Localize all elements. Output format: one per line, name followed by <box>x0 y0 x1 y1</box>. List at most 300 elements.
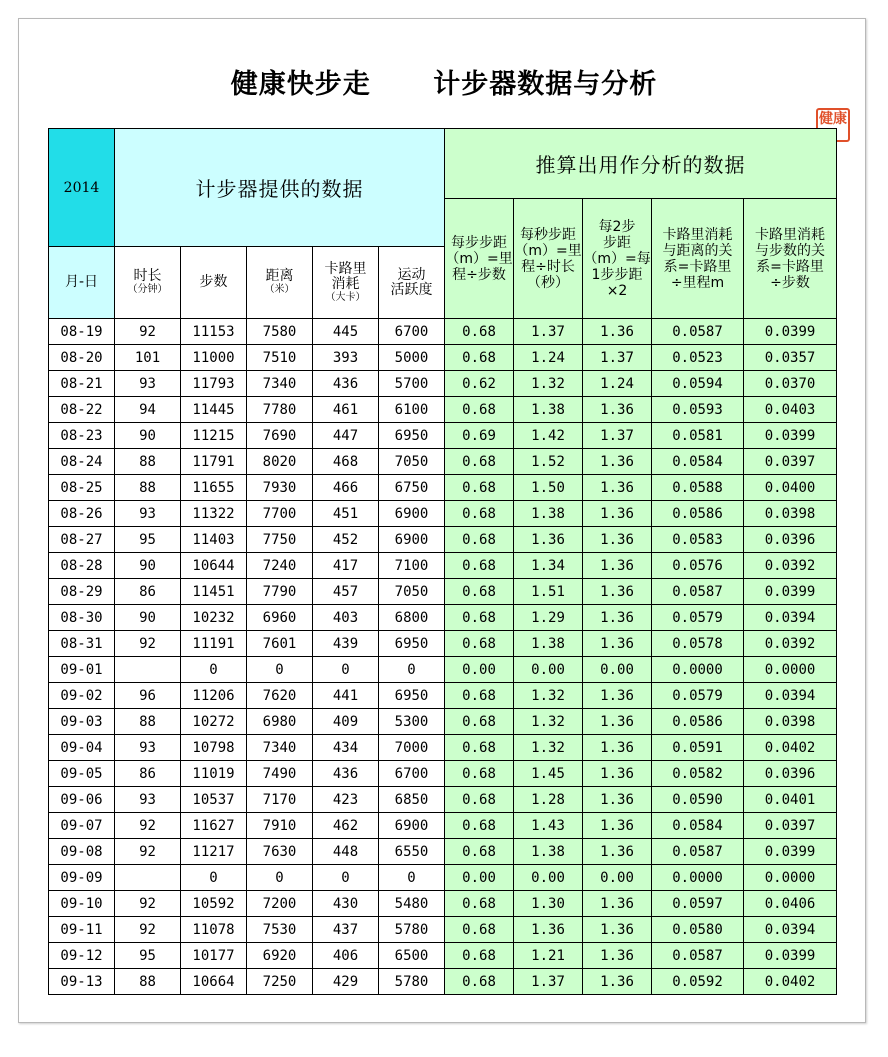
cell-calories: 423 <box>313 787 379 813</box>
cell-activity: 0 <box>379 865 445 891</box>
cell-calories-per-meter: 0.0581 <box>652 423 744 449</box>
cell-step-length: 0.68 <box>445 475 514 501</box>
cell-distance: 7790 <box>247 579 313 605</box>
calories-steps-line-3: 系=卡路里 <box>756 258 824 275</box>
cell-calories: 403 <box>313 605 379 631</box>
cell-distance: 7630 <box>247 839 313 865</box>
cell-steps: 11153 <box>181 319 247 345</box>
cell-calories: 417 <box>313 553 379 579</box>
cell-calories-per-meter: 0.0597 <box>652 891 744 917</box>
cell-date: 09-09 <box>49 865 115 891</box>
cell-calories-per-meter: 0.0586 <box>652 501 744 527</box>
cell-two-step-length: 1.36 <box>583 917 652 943</box>
two-step-line-4: 1步步距 <box>591 266 643 283</box>
cell-date: 09-12 <box>49 943 115 969</box>
cell-distance-per-second: 1.52 <box>514 449 583 475</box>
cell-activity: 6950 <box>379 683 445 709</box>
cell-date: 09-13 <box>49 969 115 995</box>
cell-distance: 7250 <box>247 969 313 995</box>
cell-two-step-length: 1.36 <box>583 891 652 917</box>
cell-date: 08-28 <box>49 553 115 579</box>
cell-steps: 11451 <box>181 579 247 605</box>
cell-date: 09-01 <box>49 657 115 683</box>
cell-step-length: 0.68 <box>445 345 514 371</box>
cell-distance-per-second: 1.36 <box>514 917 583 943</box>
cell-calories-per-step: 0.0399 <box>744 423 837 449</box>
cell-distance-per-second: 1.50 <box>514 475 583 501</box>
table-row <box>49 501 837 527</box>
cell-calories: 436 <box>313 371 379 397</box>
cell-activity: 6950 <box>379 631 445 657</box>
cell-activity: 6500 <box>379 943 445 969</box>
cell-calories-per-step: 0.0392 <box>744 553 837 579</box>
calories-steps-line-1: 卡路里消耗 <box>755 226 826 243</box>
table-row <box>49 345 837 371</box>
cell-distance-per-second: 1.38 <box>514 501 583 527</box>
cell-step-length: 0.68 <box>445 813 514 839</box>
cell-distance-per-second: 1.30 <box>514 891 583 917</box>
pedometer-table <box>48 128 837 995</box>
cell-calories-per-meter: 0.0586 <box>652 709 744 735</box>
cell-calories-per-meter: 0.0576 <box>652 553 744 579</box>
provided-data-header: 计步器提供的数据 <box>115 129 445 247</box>
seal-stamp: 健康 <box>816 108 850 142</box>
cell-steps: 11322 <box>181 501 247 527</box>
cell-calories-per-step: 0.0400 <box>744 475 837 501</box>
cell-date: 09-07 <box>49 813 115 839</box>
cell-duration: 96 <box>115 683 181 709</box>
cell-distance-per-second: 1.45 <box>514 761 583 787</box>
cell-two-step-length: 1.36 <box>583 839 652 865</box>
cell-duration: 92 <box>115 917 181 943</box>
cell-distance: 7530 <box>247 917 313 943</box>
cell-distance-per-second: 1.38 <box>514 631 583 657</box>
cell-distance-per-second: 1.51 <box>514 579 583 605</box>
cell-calories-per-step: 0.0396 <box>744 761 837 787</box>
cell-date: 09-02 <box>49 683 115 709</box>
cell-activity: 7050 <box>379 579 445 605</box>
table-row <box>49 683 837 709</box>
cell-two-step-length: 1.24 <box>583 371 652 397</box>
cell-calories: 437 <box>313 917 379 943</box>
cell-distance: 7700 <box>247 501 313 527</box>
cell-distance: 7910 <box>247 813 313 839</box>
cell-two-step-length: 1.36 <box>583 943 652 969</box>
cell-duration: 86 <box>115 761 181 787</box>
cell-duration: 92 <box>115 319 181 345</box>
cell-calories: 0 <box>313 865 379 891</box>
cell-distance: 7780 <box>247 397 313 423</box>
cell-date: 09-10 <box>49 891 115 917</box>
cell-calories-per-step: 0.0357 <box>744 345 837 371</box>
cell-calories: 441 <box>313 683 379 709</box>
cell-duration: 93 <box>115 787 181 813</box>
cell-calories: 393 <box>313 345 379 371</box>
cell-step-length: 0.68 <box>445 319 514 345</box>
cell-step-length: 0.68 <box>445 917 514 943</box>
cell-calories: 451 <box>313 501 379 527</box>
cell-activity: 7100 <box>379 553 445 579</box>
cell-distance: 7340 <box>247 735 313 761</box>
cell-distance-per-second: 1.38 <box>514 839 583 865</box>
calories-label-2: 消耗 <box>331 275 360 292</box>
cell-calories: 445 <box>313 319 379 345</box>
cell-activity: 5780 <box>379 917 445 943</box>
cell-step-length: 0.62 <box>445 371 514 397</box>
cell-calories: 447 <box>313 423 379 449</box>
cell-calories-per-meter: 0.0584 <box>652 813 744 839</box>
cell-steps: 11191 <box>181 631 247 657</box>
cell-distance: 7580 <box>247 319 313 345</box>
cell-duration <box>115 865 181 891</box>
two-step-line-1: 每2步 <box>598 218 636 235</box>
cell-date: 09-08 <box>49 839 115 865</box>
cell-calories: 466 <box>313 475 379 501</box>
cell-calories-per-step: 0.0394 <box>744 605 837 631</box>
cell-duration: 93 <box>115 501 181 527</box>
cell-distance: 7510 <box>247 345 313 371</box>
cell-activity: 5300 <box>379 709 445 735</box>
cell-two-step-length: 1.36 <box>583 709 652 735</box>
cell-activity: 6100 <box>379 397 445 423</box>
steps-header: 步数 <box>181 247 247 319</box>
cell-activity: 6800 <box>379 605 445 631</box>
cell-distance-per-second: 1.36 <box>514 527 583 553</box>
cell-date: 09-03 <box>49 709 115 735</box>
cell-distance-per-second: 1.29 <box>514 605 583 631</box>
cell-calories-per-meter: 0.0594 <box>652 371 744 397</box>
cell-calories-per-step: 0.0399 <box>744 839 837 865</box>
cell-date: 08-29 <box>49 579 115 605</box>
cell-steps: 11445 <box>181 397 247 423</box>
cell-distance-per-second: 1.38 <box>514 397 583 423</box>
table-row <box>49 943 837 969</box>
cell-distance-per-second: 0.00 <box>514 865 583 891</box>
cell-distance: 7620 <box>247 683 313 709</box>
cell-calories-per-step: 0.0399 <box>744 319 837 345</box>
cell-calories: 448 <box>313 839 379 865</box>
cell-distance-per-second: 1.24 <box>514 345 583 371</box>
cell-two-step-length: 1.36 <box>583 501 652 527</box>
cell-calories-per-meter: 0.0584 <box>652 449 744 475</box>
cell-two-step-length: 1.36 <box>583 475 652 501</box>
cell-date: 09-06 <box>49 787 115 813</box>
cell-calories-per-meter: 0.0523 <box>652 345 744 371</box>
step-length-line-2: （m）=里 <box>445 250 513 267</box>
cell-steps: 11655 <box>181 475 247 501</box>
cell-calories-per-meter: 0.0579 <box>652 605 744 631</box>
cell-two-step-length: 1.37 <box>583 423 652 449</box>
cell-calories-per-meter: 0.0000 <box>652 657 744 683</box>
cell-calories-per-meter: 0.0590 <box>652 787 744 813</box>
cell-calories-per-meter: 0.0593 <box>652 397 744 423</box>
cell-calories-per-step: 0.0402 <box>744 969 837 995</box>
cell-step-length: 0.68 <box>445 605 514 631</box>
cell-distance-per-second: 1.32 <box>514 709 583 735</box>
document-title: 健康快步走 计步器数据与分析 <box>230 69 658 100</box>
two-step-length-header <box>583 199 652 319</box>
cell-duration: 88 <box>115 969 181 995</box>
activity-header <box>379 247 445 319</box>
cell-step-length: 0.68 <box>445 397 514 423</box>
cell-duration: 88 <box>115 475 181 501</box>
cell-calories: 0 <box>313 657 379 683</box>
cell-two-step-length: 1.36 <box>583 527 652 553</box>
distance-per-second-header <box>514 199 583 319</box>
cell-steps: 10232 <box>181 605 247 631</box>
cell-activity: 6700 <box>379 319 445 345</box>
cell-duration: 88 <box>115 709 181 735</box>
cell-calories-per-step: 0.0398 <box>744 709 837 735</box>
cell-two-step-length: 1.36 <box>583 761 652 787</box>
distance-unit: （米） <box>264 284 295 295</box>
cell-calories-per-step: 0.0397 <box>744 449 837 475</box>
calories-distance-header <box>652 199 744 319</box>
cell-date: 08-25 <box>49 475 115 501</box>
cell-two-step-length: 1.36 <box>583 605 652 631</box>
table-row <box>49 579 837 605</box>
cell-activity: 7050 <box>379 449 445 475</box>
year-cell: 2014 <box>49 129 115 247</box>
calories-distance-line-1: 卡路里消耗 <box>662 226 733 243</box>
cell-calories: 452 <box>313 527 379 553</box>
cell-duration: 86 <box>115 579 181 605</box>
cell-calories-per-meter: 0.0582 <box>652 761 744 787</box>
cell-step-length: 0.69 <box>445 423 514 449</box>
calories-steps-line-2: 与步数的关 <box>755 242 826 259</box>
distance-per-second-line-2: （m）=里 <box>514 242 582 259</box>
cell-calories: 457 <box>313 579 379 605</box>
cell-distance: 7240 <box>247 553 313 579</box>
cell-calories-per-step: 0.0399 <box>744 579 837 605</box>
cell-two-step-length: 1.36 <box>583 631 652 657</box>
table-row <box>49 917 837 943</box>
cell-calories: 434 <box>313 735 379 761</box>
cell-calories: 462 <box>313 813 379 839</box>
cell-distance-per-second: 1.37 <box>514 969 583 995</box>
cell-step-length: 0.68 <box>445 449 514 475</box>
cell-distance: 0 <box>247 865 313 891</box>
cell-duration: 88 <box>115 449 181 475</box>
cell-distance-per-second: 1.32 <box>514 371 583 397</box>
cell-calories-per-meter: 0.0591 <box>652 735 744 761</box>
cell-calories-per-meter: 0.0587 <box>652 943 744 969</box>
calories-steps-header <box>744 199 837 319</box>
cell-calories-per-step: 0.0394 <box>744 683 837 709</box>
cell-activity: 6950 <box>379 423 445 449</box>
cell-steps: 11627 <box>181 813 247 839</box>
calories-steps-line-4: ÷步数 <box>770 274 810 291</box>
cell-calories-per-meter: 0.0583 <box>652 527 744 553</box>
cell-calories-per-meter: 0.0000 <box>652 865 744 891</box>
cell-date: 08-24 <box>49 449 115 475</box>
cell-duration: 93 <box>115 371 181 397</box>
cell-activity: 5480 <box>379 891 445 917</box>
cell-duration: 95 <box>115 527 181 553</box>
cell-date: 08-27 <box>49 527 115 553</box>
cell-steps: 11791 <box>181 449 247 475</box>
cell-distance: 7340 <box>247 371 313 397</box>
cell-distance: 7690 <box>247 423 313 449</box>
cell-calories-per-step: 0.0392 <box>744 631 837 657</box>
cell-date: 09-11 <box>49 917 115 943</box>
cell-step-length: 0.68 <box>445 553 514 579</box>
distance-per-second-line-4: （秒） <box>527 274 570 291</box>
activity-label-1: 运动 <box>397 266 426 283</box>
cell-steps: 11217 <box>181 839 247 865</box>
calories-distance-line-3: 系=卡路里 <box>663 258 732 275</box>
cell-activity: 6900 <box>379 527 445 553</box>
cell-calories-per-step: 0.0398 <box>744 501 837 527</box>
cell-calories: 468 <box>313 449 379 475</box>
table-row <box>49 969 837 995</box>
cell-activity: 6700 <box>379 761 445 787</box>
cell-steps: 11078 <box>181 917 247 943</box>
cell-two-step-length: 1.36 <box>583 787 652 813</box>
cell-distance: 7601 <box>247 631 313 657</box>
cell-distance-per-second: 1.42 <box>514 423 583 449</box>
cell-calories: 461 <box>313 397 379 423</box>
cell-calories: 409 <box>313 709 379 735</box>
cell-duration: 92 <box>115 891 181 917</box>
cell-two-step-length: 1.36 <box>583 397 652 423</box>
cell-date: 09-05 <box>49 761 115 787</box>
cell-distance: 6960 <box>247 605 313 631</box>
cell-calories: 439 <box>313 631 379 657</box>
table-row <box>49 475 837 501</box>
cell-steps: 10177 <box>181 943 247 969</box>
cell-calories-per-meter: 0.0592 <box>652 969 744 995</box>
cell-two-step-length: 1.36 <box>583 969 652 995</box>
cell-calories: 436 <box>313 761 379 787</box>
derived-data-header: 推算出用作分析的数据 <box>445 129 837 199</box>
cell-calories-per-step: 0.0000 <box>744 657 837 683</box>
cell-calories-per-step: 0.0399 <box>744 943 837 969</box>
cell-duration: 90 <box>115 605 181 631</box>
cell-date: 08-31 <box>49 631 115 657</box>
cell-steps: 11000 <box>181 345 247 371</box>
calories-distance-line-4: ÷里程m <box>670 274 725 291</box>
cell-two-step-length: 1.37 <box>583 345 652 371</box>
duration-header <box>115 247 181 319</box>
cell-steps: 10537 <box>181 787 247 813</box>
cell-distance: 7490 <box>247 761 313 787</box>
cell-activity: 7000 <box>379 735 445 761</box>
cell-step-length: 0.68 <box>445 839 514 865</box>
cell-steps: 11206 <box>181 683 247 709</box>
cell-steps: 10644 <box>181 553 247 579</box>
cell-two-step-length: 1.36 <box>583 319 652 345</box>
cell-two-step-length: 0.00 <box>583 657 652 683</box>
cell-distance-per-second: 1.43 <box>514 813 583 839</box>
cell-step-length: 0.68 <box>445 631 514 657</box>
cell-activity: 6850 <box>379 787 445 813</box>
cell-duration: 95 <box>115 943 181 969</box>
cell-distance: 6920 <box>247 943 313 969</box>
cell-activity: 5780 <box>379 969 445 995</box>
table-row <box>49 813 837 839</box>
cell-calories-per-step: 0.0406 <box>744 891 837 917</box>
cell-calories-per-step: 0.0396 <box>744 527 837 553</box>
cell-distance-per-second: 1.21 <box>514 943 583 969</box>
calories-unit: （大卡） <box>325 291 366 303</box>
cell-distance: 7200 <box>247 891 313 917</box>
cell-activity: 6900 <box>379 813 445 839</box>
cell-activity: 6550 <box>379 839 445 865</box>
distance-per-second-line-1: 每秒步距 <box>520 226 577 243</box>
table-row <box>49 397 837 423</box>
cell-two-step-length: 1.36 <box>583 735 652 761</box>
cell-activity: 5700 <box>379 371 445 397</box>
cell-distance: 7170 <box>247 787 313 813</box>
table-row <box>49 605 837 631</box>
cell-distance-per-second: 1.34 <box>514 553 583 579</box>
table-row <box>49 553 837 579</box>
table-row <box>49 787 837 813</box>
distance-label: 距离 <box>265 268 294 284</box>
table-row <box>49 839 837 865</box>
cell-step-length: 0.00 <box>445 865 514 891</box>
cell-duration: 92 <box>115 631 181 657</box>
cell-activity: 6750 <box>379 475 445 501</box>
step-length-line-1: 每步步距 <box>451 234 508 251</box>
cell-activity: 5000 <box>379 345 445 371</box>
cell-step-length: 0.68 <box>445 683 514 709</box>
cell-date: 08-19 <box>49 319 115 345</box>
cell-duration: 92 <box>115 813 181 839</box>
cell-step-length: 0.68 <box>445 579 514 605</box>
cell-date: 08-23 <box>49 423 115 449</box>
date-header: 月-日 <box>49 247 115 319</box>
calories-distance-line-2: 与距离的关 <box>662 242 733 259</box>
activity-label-2: 活跃度 <box>390 281 433 298</box>
cell-date: 09-04 <box>49 735 115 761</box>
table-row <box>49 319 837 345</box>
cell-calories-per-step: 0.0370 <box>744 371 837 397</box>
cell-two-step-length: 1.36 <box>583 579 652 605</box>
header-row-1 <box>49 129 837 199</box>
cell-duration: 94 <box>115 397 181 423</box>
cell-distance: 0 <box>247 657 313 683</box>
calories-header <box>313 247 379 319</box>
cell-two-step-length: 1.36 <box>583 813 652 839</box>
cell-steps: 11019 <box>181 761 247 787</box>
cell-calories-per-meter: 0.0588 <box>652 475 744 501</box>
duration-label: 时长 <box>133 268 162 284</box>
cell-calories-per-step: 0.0402 <box>744 735 837 761</box>
table-row <box>49 423 837 449</box>
cell-distance: 8020 <box>247 449 313 475</box>
cell-steps: 10798 <box>181 735 247 761</box>
cell-calories: 406 <box>313 943 379 969</box>
cell-distance: 7930 <box>247 475 313 501</box>
two-step-line-5: ×2 <box>606 282 628 299</box>
cell-calories-per-step: 0.0000 <box>744 865 837 891</box>
cell-steps: 10592 <box>181 891 247 917</box>
cell-step-length: 0.68 <box>445 709 514 735</box>
table-row <box>49 709 837 735</box>
cell-steps: 10664 <box>181 969 247 995</box>
cell-calories-per-meter: 0.0587 <box>652 319 744 345</box>
table-row <box>49 631 837 657</box>
cell-two-step-length: 0.00 <box>583 865 652 891</box>
cell-calories-per-meter: 0.0587 <box>652 839 744 865</box>
cell-duration: 90 <box>115 423 181 449</box>
table-row <box>49 735 837 761</box>
cell-distance-per-second: 0.00 <box>514 657 583 683</box>
step-length-line-3: 程÷步数 <box>452 266 506 283</box>
cell-step-length: 0.68 <box>445 943 514 969</box>
